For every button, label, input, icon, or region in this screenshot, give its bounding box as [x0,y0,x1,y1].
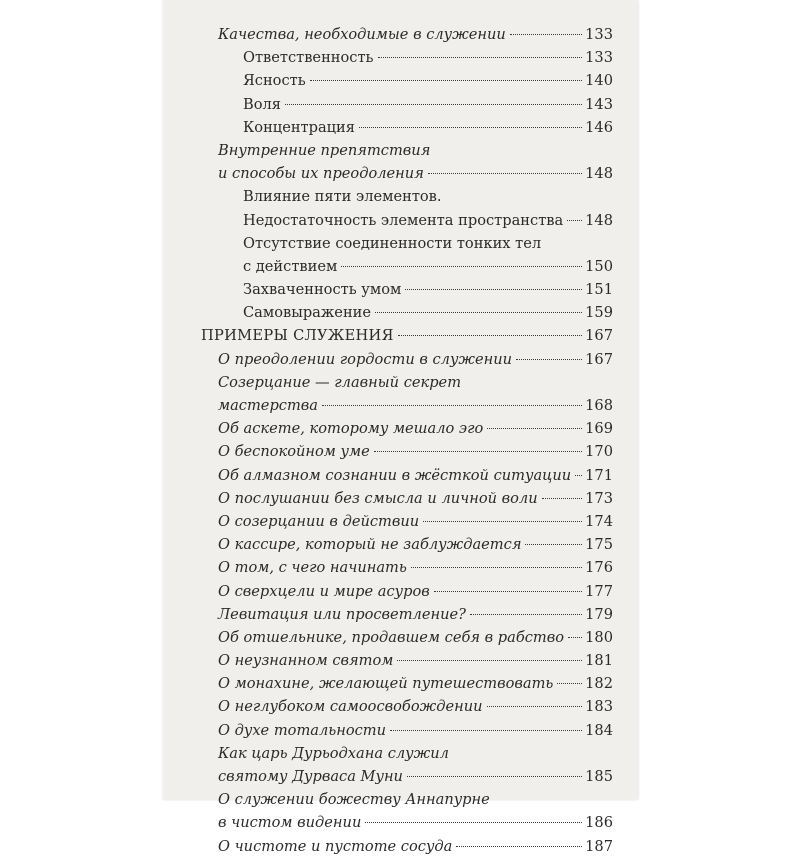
toc-page-number: 167 [585,350,613,368]
dot-leader [423,521,582,522]
toc-page-number: 133 [585,26,613,43]
toc-page-number: 140 [585,72,613,90]
toc-entry-title: Самовыражение [243,304,372,322]
toc-entry-title: в чистом видении [218,814,362,832]
toc-entry-title: Левитация или просветление? [218,605,466,623]
dot-leader [378,57,583,58]
toc-entry [163,394,613,417]
toc-entry [163,719,613,742]
dot-leader [407,776,582,777]
dot-leader [525,544,582,545]
dot-leader [575,475,582,476]
toc-entry-title: О неузнанном святом [218,652,394,670]
toc-entry-title: О послушании без смысла и личной воли [218,489,538,507]
dot-leader [322,405,582,406]
toc-entry-title: с действием [243,257,338,275]
toc-page-number: 176 [585,559,613,577]
toc-page-number: 159 [585,304,613,322]
toc-entry [163,209,613,232]
toc-entry [163,626,613,649]
toc-entry [163,742,613,765]
toc-entry [163,765,613,788]
toc-page-number: 186 [585,814,613,832]
dot-leader [397,660,582,661]
toc-entry [163,580,613,603]
toc-entry-title: Ответственность [243,49,374,67]
toc-entry [163,301,613,324]
toc-entry-title: О монахине, желающей путешествовать [218,675,554,693]
toc-entry [163,255,613,278]
toc-entry-title: О том, с чего начинать [218,559,407,577]
toc-page-number: 170 [585,443,613,461]
toc-entry-title: святому Дурваса Муни [218,768,403,785]
toc-page-number: 182 [585,675,613,693]
dot-leader [428,173,582,174]
toc-entry-title: Внутренние препятствия [218,141,431,159]
dot-leader [510,34,582,35]
toc-entry-title: Об отшельнике, продавшем себя в рабство [218,628,565,646]
toc-entry-title: О преодолении гордости в служении [218,350,513,368]
toc-page-number: 150 [585,257,613,275]
toc-entry-title: О служении божеству Аннапурне [218,791,490,809]
toc-entry [163,417,613,440]
toc-entry [163,278,613,301]
toc-entry [163,649,613,672]
toc-entry [163,695,613,718]
toc-entry [163,603,613,626]
toc-entry [163,93,613,116]
toc-page-number: 148 [585,165,613,183]
toc-page-number: 185 [585,768,613,785]
toc-entry [163,672,613,695]
toc-entry [163,811,613,834]
toc-entry-title: О созерцании в действии [218,512,420,530]
toc-page-number: 143 [585,95,613,113]
toc-page-number: 133 [585,49,613,67]
toc-page-number: 175 [585,536,613,554]
toc-entry [163,69,613,92]
toc-page-number: 180 [585,628,613,646]
toc-page-number: 167 [585,327,613,345]
dot-leader [365,822,582,823]
toc-page-number: 171 [585,466,613,484]
toc-entry-title: Недостаточность элемента пространства [243,211,564,229]
toc-entry [163,464,613,487]
toc-page-number: 177 [585,582,613,600]
dot-leader [310,80,582,81]
dot-leader [456,846,582,847]
toc-page-number: 151 [585,281,613,299]
toc-page-number: 179 [585,605,613,623]
toc-page-number: 174 [585,512,613,530]
toc-page-number: 181 [585,652,613,670]
toc-entry-title: О неглубоком самоосвобождении [218,698,483,716]
toc-entry [163,487,613,510]
toc-entry-title: Воля [243,95,281,113]
toc-entry-title: О чистоте и пустоте сосуда [218,837,453,855]
toc-entry [163,533,613,556]
toc-entry-title: Об аскете, которому мешало эго [218,420,484,438]
dot-leader [375,312,582,313]
toc-page-number: 184 [585,721,613,739]
toc-entry-title: Ясность [243,72,306,90]
dot-leader [285,104,582,105]
table-of-contents [163,23,637,858]
toc-entry-title: Как царь Дурьодхана служил [218,744,449,762]
toc-entry-title: О беспокойном уме [218,443,370,461]
toc-entry-title: Качества, необходимые в служении [218,26,506,43]
dot-leader [411,567,582,568]
dot-leader [390,730,582,731]
toc-entry [163,46,613,69]
toc-entry [163,556,613,579]
toc-entry-title: Об алмазном сознании в жёсткой ситуации [218,466,572,484]
toc-entry-title: О духе тотальности [218,721,387,739]
dot-leader [567,220,582,221]
dot-leader [341,266,582,267]
toc-entry-title: ПРИМЕРЫ СЛУЖЕНИЯ [201,327,394,345]
toc-entry-title: Концентрация [243,118,355,136]
toc-page-number: 168 [585,397,613,414]
toc-entry-title: Захваченность умом [243,281,402,299]
toc-entry [163,835,613,858]
toc-page-number: 187 [585,837,613,855]
dot-leader [487,428,582,429]
dot-leader [470,614,582,615]
dot-leader [516,359,582,360]
toc-entry [163,371,613,394]
dot-leader [374,451,582,452]
toc-entry-title: О сверхцели и мире асуров [218,582,430,600]
toc-entry [163,139,613,162]
toc-page-number: 173 [585,489,613,507]
toc-entry [163,232,613,255]
dot-leader [398,335,582,336]
toc-entry [163,324,613,347]
toc-entry-title: Влияние пяти элементов. [243,188,442,206]
toc-entry [163,440,613,463]
toc-entry-title: Созерцание — главный секрет [218,373,462,391]
dot-leader [557,683,582,684]
dot-leader [434,591,582,592]
toc-page-number: 169 [585,420,613,438]
toc-page-number: 146 [585,118,613,136]
toc-entry [163,116,613,139]
toc-entry [163,23,613,46]
dot-leader [405,289,582,290]
toc-entry-title: Отсутствие соединенности тонких тел [243,234,542,252]
toc-entry-title: О кассире, который не заблуждается [218,536,522,554]
toc-page-number: 183 [585,698,613,716]
toc-entry [163,510,613,533]
toc-entry [163,348,613,371]
toc-entry-title: и способы их преодоления [218,165,424,183]
toc-entry [163,162,613,185]
book-page [163,0,637,855]
dot-leader [542,498,583,499]
dot-leader [568,637,582,638]
toc-entry [163,185,613,208]
dot-leader [487,706,583,707]
dot-leader [359,127,582,128]
toc-entry-title: мастерства [218,397,318,414]
toc-page-number: 148 [585,211,613,229]
